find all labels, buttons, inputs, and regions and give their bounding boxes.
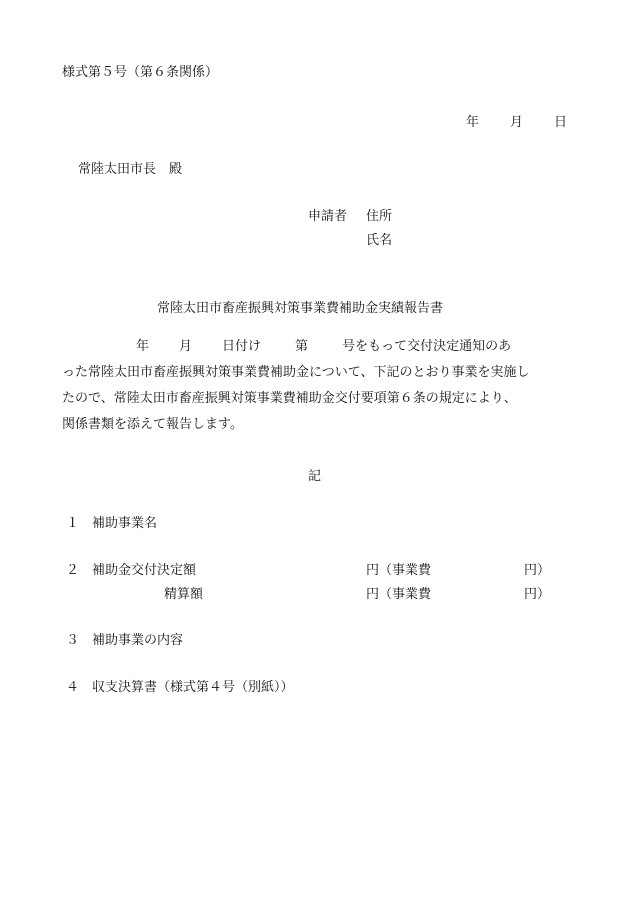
item-2-sub-yen-close: 円） bbox=[524, 587, 551, 602]
item-1-number: １ bbox=[66, 516, 80, 531]
body-month-label: 月 bbox=[179, 339, 193, 354]
item-1-label: 補助事業名 bbox=[92, 516, 158, 531]
addressee: 常陸太田市長 殿 bbox=[78, 162, 183, 177]
body-day-label: 日付け bbox=[222, 339, 262, 354]
item-2-sub-yen: 円（事業費 bbox=[366, 587, 432, 602]
body-line-4: 関係書類を添えて報告します。 bbox=[62, 417, 243, 432]
applicant-address-label: 住所 bbox=[366, 209, 393, 224]
body-line-2: った常陸太田市畜産振興対策事業費補助金について、下記のとおり事業を実施し bbox=[62, 365, 530, 380]
body-line-1 bbox=[62, 340, 582, 366]
body-line-3: たので、常陸太田市畜産振興対策事業費補助金交付要項第６条の規定により、 bbox=[62, 391, 517, 406]
item-2-label: 補助金交付決定額 bbox=[92, 563, 197, 578]
item-4-label: 収支決算書（様式第４号（別紙）） bbox=[92, 680, 294, 695]
item-2-number: ２ bbox=[66, 563, 80, 578]
item-2-yen: 円（事業費 bbox=[366, 563, 432, 578]
document-title: 常陸太田市畜産振興対策事業費補助金実績報告書 bbox=[157, 301, 444, 316]
applicant-label: 申請者 bbox=[308, 209, 348, 224]
applicant-name-label: 氏名 bbox=[366, 233, 393, 248]
item-2-yen-close: 円） bbox=[524, 563, 551, 578]
form-number: 様式第５号（第６条関係） bbox=[62, 65, 219, 80]
item-3-number: ３ bbox=[66, 633, 80, 648]
body-year-label: 年 bbox=[136, 339, 150, 354]
item-4-number: ４ bbox=[66, 680, 80, 695]
body-number-label: 第 bbox=[295, 339, 309, 354]
item-3-label: 補助事業の内容 bbox=[92, 633, 184, 648]
date-day-label: 日 bbox=[554, 115, 568, 130]
body-paragraph bbox=[62, 340, 582, 444]
date-year-label: 年 bbox=[466, 115, 480, 130]
date-month-label: 月 bbox=[510, 115, 524, 130]
body-line-1-rest: 号をもって交付決定通知のあ bbox=[342, 339, 512, 354]
ki-heading: 記 bbox=[308, 469, 322, 484]
item-2-sub-label: 精算額 bbox=[164, 587, 204, 602]
